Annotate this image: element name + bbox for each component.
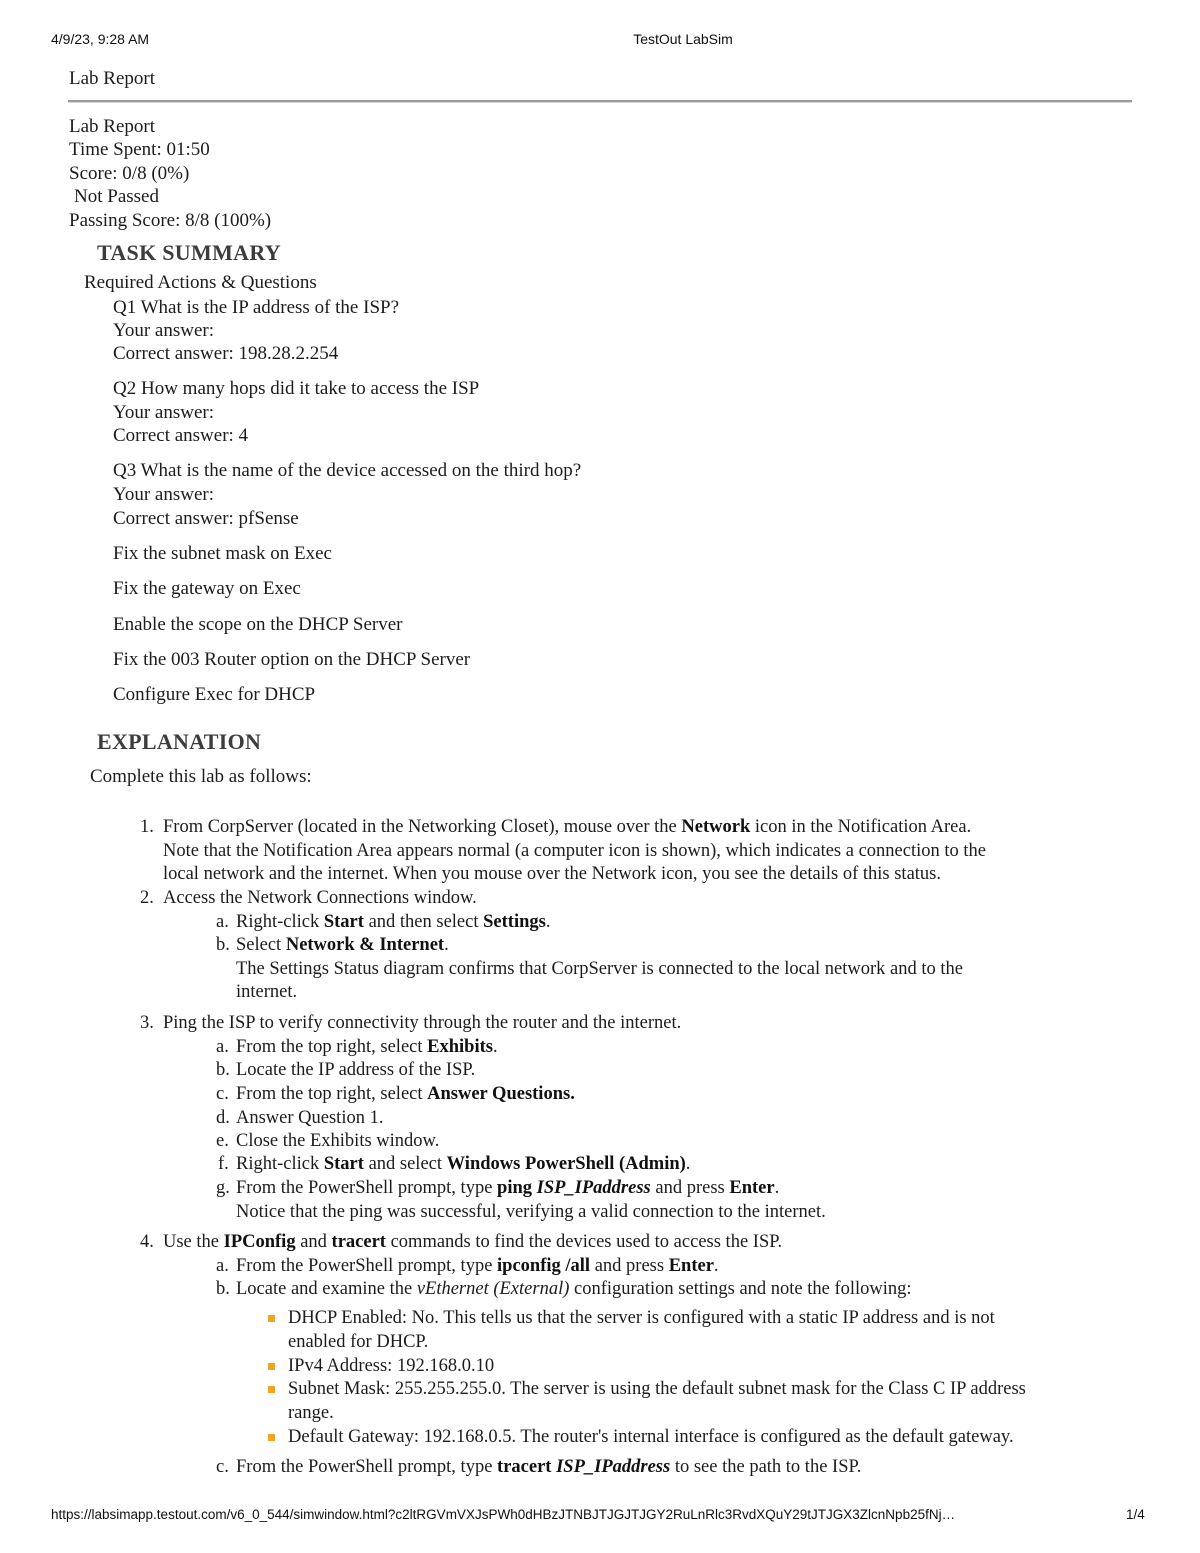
your-answer: Your answer: [113,402,214,423]
step-text: Notice that the ping was successful, verifying a valid connection to the internet. [236,1201,826,1222]
step-text: local network and the internet. When you mouse over the Network icon, you see the details of this status. [163,864,942,884]
step-text: From the top right, select Answer Questions. [236,1084,575,1104]
step-number: 2. [140,888,154,908]
bullet-icon [268,1434,275,1441]
bullet-text: DHCP Enabled: No. This tells us that the server is configured with a static IP address and is not [288,1308,995,1328]
step-number: e. [216,1131,229,1151]
correct-answer: Correct answer: 198.28.2.254 [113,343,339,364]
step-text: From the PowerShell prompt, type ipconfig /all and press Enter. [236,1256,719,1276]
bullet-text: Subnet Mask: 255.255.255.0. The server is using the default subnet mask for the Class C IP address [288,1379,1026,1399]
bullet-icon [268,1386,275,1393]
step-number: 3. [140,1013,154,1033]
step-text: Access the Network Connections window. [163,888,477,908]
question-text: Q2 How many hops did it take to access the ISP [113,378,480,399]
question-text: Q1 What is the IP address of the ISP? [113,297,400,318]
step-text: internet. [236,982,298,1002]
print-url: https://labsimapp.testout.com/v6_0_544/simwindow.html?c2ltRGVmVXJsPWh0dHBzJTNBJTJGJTJGY2RuLnRlc3RvdXQuY29tJTJGX3ZlcnNpb25fNj… [51,1507,956,1522]
step-number: b. [216,935,230,955]
step-text: Use the IPConfig and tracert commands to find the devices used to access the ISP. [163,1232,783,1252]
step-number: a. [216,912,229,932]
step-number: f. [218,1154,229,1174]
step-text: Select Network & Internet. [236,935,449,955]
step-number: 4. [140,1232,154,1252]
step-text: Locate and examine the vEthernet (External) configuration settings and note the following: [236,1279,912,1299]
report-title: Lab Report [69,116,156,137]
question-text: Q3 What is the name of the device accessed on the third hop? [113,460,582,481]
step-text: Right-click Start and then select Settings. [236,912,551,932]
score: Score: 0/8 (0%) [69,163,190,184]
action-item: Configure Exec for DHCP [113,684,316,705]
step-number: g. [216,1178,230,1198]
bullet-text: enabled for DHCP. [288,1331,429,1352]
step-text: From the top right, select Exhibits. [236,1037,498,1057]
step-text: Close the Exhibits window. [236,1131,440,1151]
step-number: c. [216,1457,229,1477]
bullet-text: Default Gateway: 192.168.0.5. The router's internal interface is configured as the default gateway. [288,1427,1014,1447]
step-number: b. [216,1060,230,1080]
step-text: Note that the Notification Area appears normal (a computer icon is shown), which indicates a connection to the [163,840,986,861]
step-text: Right-click Start and select Windows PowerShell (Admin). [236,1154,691,1174]
bullet-icon [268,1363,275,1370]
correct-answer: Correct answer: pfSense [113,508,299,529]
step-text: Locate the IP address of the ISP. [236,1060,476,1080]
print-title: TestOut LabSim [633,31,733,47]
action-item: Fix the 003 Router option on the DHCP Server [113,649,471,670]
step-number: 1. [140,817,154,837]
bullet-icon [268,1315,275,1322]
action-item: Fix the subnet mask on Exec [113,543,332,564]
step-number: a. [216,1037,229,1057]
step-text: From the PowerShell prompt, type tracert ISP_IPaddress to see the path to the ISP. [236,1457,862,1477]
task-summary-heading: TASK SUMMARY [97,240,281,265]
print-page-number: 1/4 [1126,1507,1145,1522]
explanation-intro: Complete this lab as follows: [90,766,312,787]
step-text: From the PowerShell prompt, type ping ISP_IPaddress and press Enter. [236,1178,780,1198]
action-item: Enable the scope on the DHCP Server [113,614,403,635]
action-item: Fix the gateway on Exec [113,578,301,599]
step-number: d. [216,1108,230,1128]
step-number: b. [216,1279,230,1299]
header-divider [68,100,1132,103]
correct-answer: Correct answer: 4 [113,425,249,446]
step-text: Ping the ISP to verify connectivity through the router and the internet. [163,1013,682,1033]
print-date: 4/9/23, 9:28 AM [51,31,150,47]
passing-score: Passing Score: 8/8 (100%) [69,210,272,231]
report-heading: Lab Report [69,68,156,89]
step-number: a. [216,1256,229,1276]
pass-status: Not Passed [74,186,159,207]
task-summary-subheading: Required Actions & Questions [84,272,317,293]
step-text: Answer Question 1. [236,1108,384,1128]
step-text: The Settings Status diagram confirms that CorpServer is connected to the local network and to the [236,958,963,979]
time-spent: Time Spent: 01:50 [69,139,210,160]
step-number: c. [216,1084,229,1104]
bullet-text: range. [288,1402,334,1423]
your-answer: Your answer: [113,484,214,505]
your-answer: Your answer: [113,320,214,341]
explanation-heading: EXPLANATION [97,729,262,754]
bullet-text: IPv4 Address: 192.168.0.10 [288,1356,495,1376]
step-text: From CorpServer (located in the Networking Closet), mouse over the Network icon in the Notification Area. [163,817,972,837]
